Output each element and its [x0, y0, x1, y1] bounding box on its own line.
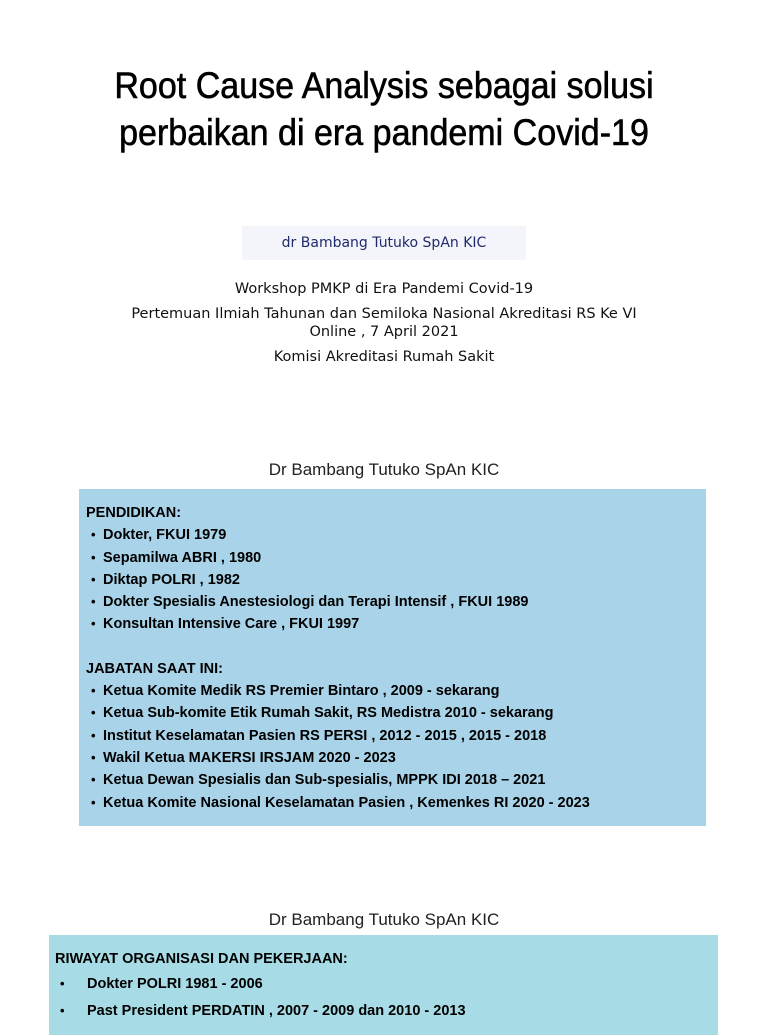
bullet-icon: •	[91, 683, 96, 699]
education-list	[86, 524, 706, 635]
history-list	[55, 973, 718, 1022]
title-slide	[0, 0, 768, 430]
positions-title: JABATAN SAAT INI:	[86, 660, 223, 677]
list-item: • Ketua Komite Nasional Keselamatan Pasien , Kemenkes RI 2020 - 2023	[86, 792, 706, 814]
list-item: • Ketua Dewan Spesialis dan Sub-spesialis, MPPK IDI 2018 – 2021	[86, 769, 706, 791]
author-name: dr Bambang Tutuko SpAn KIC	[281, 235, 487, 251]
list-item: • Diktap POLRI , 1982	[86, 569, 706, 591]
slide-heading: Dr Bambang Tutuko SpAn KIC	[268, 910, 500, 929]
bullet-icon: •	[91, 594, 96, 610]
bullet-icon: •	[91, 727, 96, 743]
bullet-icon: •	[91, 772, 96, 788]
list-item: • Dokter POLRI 1981 - 2006	[55, 973, 718, 995]
list-item: • Dokter, FKUI 1979	[86, 524, 706, 546]
list-item: • Konsultan Intensive Care , FKUI 1997	[86, 613, 706, 635]
list-item: • Past President PERDATIN , 2007 - 2009 dan 2010 - 2013	[55, 1000, 718, 1022]
list-item: • Dokter Spesialis Anestesiologi dan Terapi Intensif , FKUI 1989	[86, 591, 706, 613]
bullet-icon: •	[91, 794, 96, 810]
education-title: PENDIDIKAN:	[86, 505, 182, 521]
list-item: • Ketua Komite Medik RS Premier Bintaro , 2009 - sekarang	[86, 680, 706, 702]
slide-heading: Dr Bambang Tutuko SpAn KIC	[268, 460, 500, 479]
list-item: • Sepamilwa ABRI , 1980	[86, 547, 706, 569]
event-line-organizer: Komisi Akreditasi Rumah Sakit	[273, 349, 495, 365]
bullet-icon: •	[91, 616, 96, 632]
positions-list	[86, 680, 706, 814]
list-item: • Ketua Sub-komite Etik Rumah Sakit, RS Medistra 2010 - sekarang	[86, 702, 706, 724]
history-panel	[49, 935, 718, 1035]
bullet-icon: •	[60, 1002, 65, 1018]
event-line-date: Online , 7 April 2021	[309, 324, 459, 340]
event-line-workshop: Workshop PMKP di Era Pandemi Covid-19	[234, 281, 534, 297]
event-line-meeting: Pertemuan Ilmiah Tahunan dan Semiloka Nasional Akreditasi RS Ke VI	[131, 306, 637, 322]
profile-panel	[79, 489, 706, 826]
bullet-icon: •	[91, 549, 96, 565]
bullet-icon: •	[91, 527, 96, 543]
bullet-icon: •	[91, 705, 96, 721]
profile-slide	[0, 430, 768, 882]
event-info	[80, 280, 688, 366]
presentation-title: Root Cause Analysis sebagai solusi perbaikan di era pandemi Covid-19	[114, 65, 654, 153]
bullet-icon: •	[91, 571, 96, 587]
history-slide	[0, 882, 768, 1024]
author-box	[242, 226, 526, 260]
bullet-icon: •	[60, 976, 65, 992]
list-item: • Institut Keselamatan Pasien RS PERSI , 2012 - 2015 , 2015 - 2018	[86, 725, 706, 747]
history-title: RIWAYAT ORGANISASI DAN PEKERJAAN:	[55, 951, 348, 967]
bullet-icon: •	[91, 749, 96, 765]
list-item: • Wakil Ketua MAKERSI IRSJAM 2020 - 2023	[86, 747, 706, 769]
